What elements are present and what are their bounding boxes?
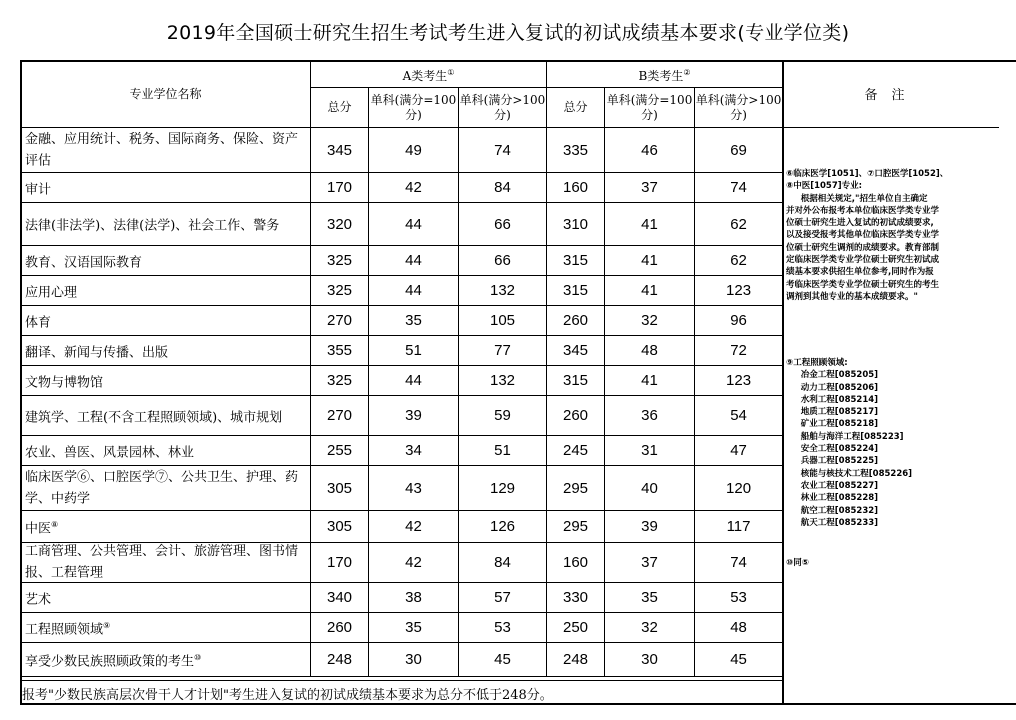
cell-a-total: 248 [311,643,369,677]
cell-b-s1: 32 [605,306,695,336]
header-a-single-gt100: 单科(满分>100分) [459,88,547,128]
header-b-group: B类考生② [547,61,783,88]
row-name: 体育 [21,306,311,336]
cell-b-s2: 74 [695,173,783,203]
notes-header-rule [784,127,999,128]
cell-a-total: 170 [311,173,369,203]
cell-a-total: 260 [311,613,369,643]
cell-b-s1: 41 [605,246,695,276]
row-name: 法律(非法学)、法律(法学)、社会工作、警务 [21,203,311,246]
cell-a-s2: 132 [459,366,547,396]
cell-a-total: 270 [311,306,369,336]
row-name: 金融、应用统计、税务、国际商务、保险、资产评估 [21,128,311,173]
cell-a-total: 325 [311,246,369,276]
cell-a-s1: 30 [369,643,459,677]
cell-a-total: 170 [311,543,369,583]
cell-b-total: 345 [547,336,605,366]
header-a-single-100: 单科(满分=100分) [369,88,459,128]
row-name: 农业、兽医、风景园林、林业 [21,436,311,466]
note-engineering: ⑨工程照顾领域: 冶金工程[085205] 动力工程[085206] 水利工程[085214] 地质工程[085217] 矿业工程[085218] 船舶与海洋工程[085223] 安全工程[085224] 兵器工程[085225] 核能与核技术工程[085226] 农业工程[085227] 林业工程[085228] 航空工程[085232] 航天工程[085233] [786,358,913,528]
cell-b-s1: 41 [605,366,695,396]
cell-b-s2: 123 [695,366,783,396]
cell-b-s2: 74 [695,543,783,583]
cell-b-total: 310 [547,203,605,246]
cell-a-s1: 43 [369,466,459,511]
cell-b-total: 260 [547,396,605,436]
cell-b-s1: 35 [605,583,695,613]
footer-note: 报考"少数民族高层次骨干人才计划"考生进入复试的初试成绩基本要求为总分不低于248分。 [22,688,553,703]
row-name: 翻译、新闻与传播、出版 [21,336,311,366]
cell-b-total: 248 [547,643,605,677]
row-name: 中医⑧ [21,511,311,543]
cell-a-s1: 42 [369,511,459,543]
cell-b-s2: 53 [695,583,783,613]
cell-b-s2: 47 [695,436,783,466]
row-name: 文物与博物馆 [21,366,311,396]
cell-b-total: 260 [547,306,605,336]
cell-b-total: 295 [547,511,605,543]
row-name: 工程照顾领域⑨ [21,613,311,643]
note-clinical: ⑥临床医学[1051]、⑦口腔医学[1052]、 ⑧中医[1057]专业: 根据相关规定,"招生单位自主确定 并对外公布报考本单位临床医学类专业学 位硕士研究生进入复试的初试成绩要求, 以及接受报考其他单位临床医学类专业学 位硕士研究生调剂的成绩要求。教育部制 定临床医学类专业学位硕士研究生初试成 绩基本要求供招生单位参考,同时作为报 考临床医学类专业学位硕士研究生的考生 调剂到其他专业的基本成绩要求。" [786,169,949,302]
cell-a-s2: 51 [459,436,547,466]
header-b-single-100: 单科(满分=100分) [605,88,695,128]
cell-a-s2: 59 [459,396,547,436]
cell-a-s2: 66 [459,203,547,246]
header-a-group: A类考生① [311,61,547,88]
row-name: 建筑学、工程(不含工程照顾领域)、城市规划 [21,396,311,436]
cell-b-total: 160 [547,173,605,203]
cell-a-s1: 42 [369,543,459,583]
cell-b-total: 330 [547,583,605,613]
header-b-total: 总分 [547,88,605,128]
cell-b-s2: 45 [695,643,783,677]
row-name: 艺术 [21,583,311,613]
cell-b-s2: 96 [695,306,783,336]
cell-a-total: 255 [311,436,369,466]
cell-a-s2: 66 [459,246,547,276]
cell-b-s2: 48 [695,613,783,643]
cell-a-s1: 35 [369,306,459,336]
cell-a-s1: 49 [369,128,459,173]
cell-a-total: 270 [311,396,369,436]
notes-divider [782,60,784,705]
cell-a-total: 305 [311,511,369,543]
cell-a-s2: 45 [459,643,547,677]
cell-b-total: 160 [547,543,605,583]
cell-b-s2: 54 [695,396,783,436]
cell-a-s2: 74 [459,128,547,173]
row-name: 临床医学⑥、口腔医学⑦、公共卫生、护理、药学、中药学 [21,466,311,511]
cell-a-total: 355 [311,336,369,366]
cell-b-total: 295 [547,466,605,511]
cell-b-s2: 62 [695,203,783,246]
footer-rule [20,680,782,681]
cell-a-s2: 132 [459,276,547,306]
cell-a-total: 340 [311,583,369,613]
row-name: 工商管理、公共管理、会计、旅游管理、图书情报、工程管理 [21,543,311,583]
notes-header: 备注 [864,88,919,103]
cell-b-total: 245 [547,436,605,466]
cell-b-s1: 48 [605,336,695,366]
cell-b-s1: 31 [605,436,695,466]
cell-b-s1: 46 [605,128,695,173]
cell-a-s2: 77 [459,336,547,366]
cell-b-s1: 39 [605,511,695,543]
cell-a-total: 345 [311,128,369,173]
cell-b-s1: 30 [605,643,695,677]
cell-b-total: 315 [547,246,605,276]
row-name: 审计 [21,173,311,203]
cell-a-total: 325 [311,366,369,396]
cell-b-s1: 37 [605,173,695,203]
note-minority: ⑩同⑤ [786,558,809,568]
cell-a-s2: 126 [459,511,547,543]
cell-a-s1: 44 [369,366,459,396]
header-b-single-gt100: 单科(满分>100分) [695,88,783,128]
cell-b-total: 315 [547,366,605,396]
cell-a-total: 325 [311,276,369,306]
cell-b-s2: 72 [695,336,783,366]
cell-b-s1: 32 [605,613,695,643]
cell-a-s2: 53 [459,613,547,643]
cell-b-s1: 41 [605,203,695,246]
cell-b-s2: 62 [695,246,783,276]
page-title: 2019年全国硕士研究生招生考试考生进入复试的初试成绩基本要求(专业学位类) [166,22,850,44]
cell-a-s2: 105 [459,306,547,336]
cell-a-s1: 44 [369,246,459,276]
cell-a-s2: 57 [459,583,547,613]
row-name: 应用心理 [21,276,311,306]
cell-a-s2: 129 [459,466,547,511]
cell-b-s2: 69 [695,128,783,173]
cell-b-total: 250 [547,613,605,643]
cell-a-s1: 34 [369,436,459,466]
cell-b-total: 335 [547,128,605,173]
cell-a-s2: 84 [459,543,547,583]
cell-a-s1: 51 [369,336,459,366]
header-category: 专业学位名称 [21,61,311,128]
cell-b-s1: 36 [605,396,695,436]
cell-b-s2: 120 [695,466,783,511]
cell-a-s1: 35 [369,613,459,643]
cell-a-s1: 42 [369,173,459,203]
cell-a-total: 305 [311,466,369,511]
cell-a-s1: 44 [369,203,459,246]
cell-b-s2: 123 [695,276,783,306]
cell-b-s2: 117 [695,511,783,543]
cell-a-s2: 84 [459,173,547,203]
cell-a-s1: 39 [369,396,459,436]
header-a-total: 总分 [311,88,369,128]
cell-a-total: 320 [311,203,369,246]
row-name: 享受少数民族照顾政策的考生⑩ [21,643,311,677]
cell-b-s1: 37 [605,543,695,583]
cell-b-s1: 40 [605,466,695,511]
cell-b-s1: 41 [605,276,695,306]
row-name: 教育、汉语国际教育 [21,246,311,276]
cell-a-s1: 38 [369,583,459,613]
cell-b-total: 315 [547,276,605,306]
cell-a-s1: 44 [369,276,459,306]
